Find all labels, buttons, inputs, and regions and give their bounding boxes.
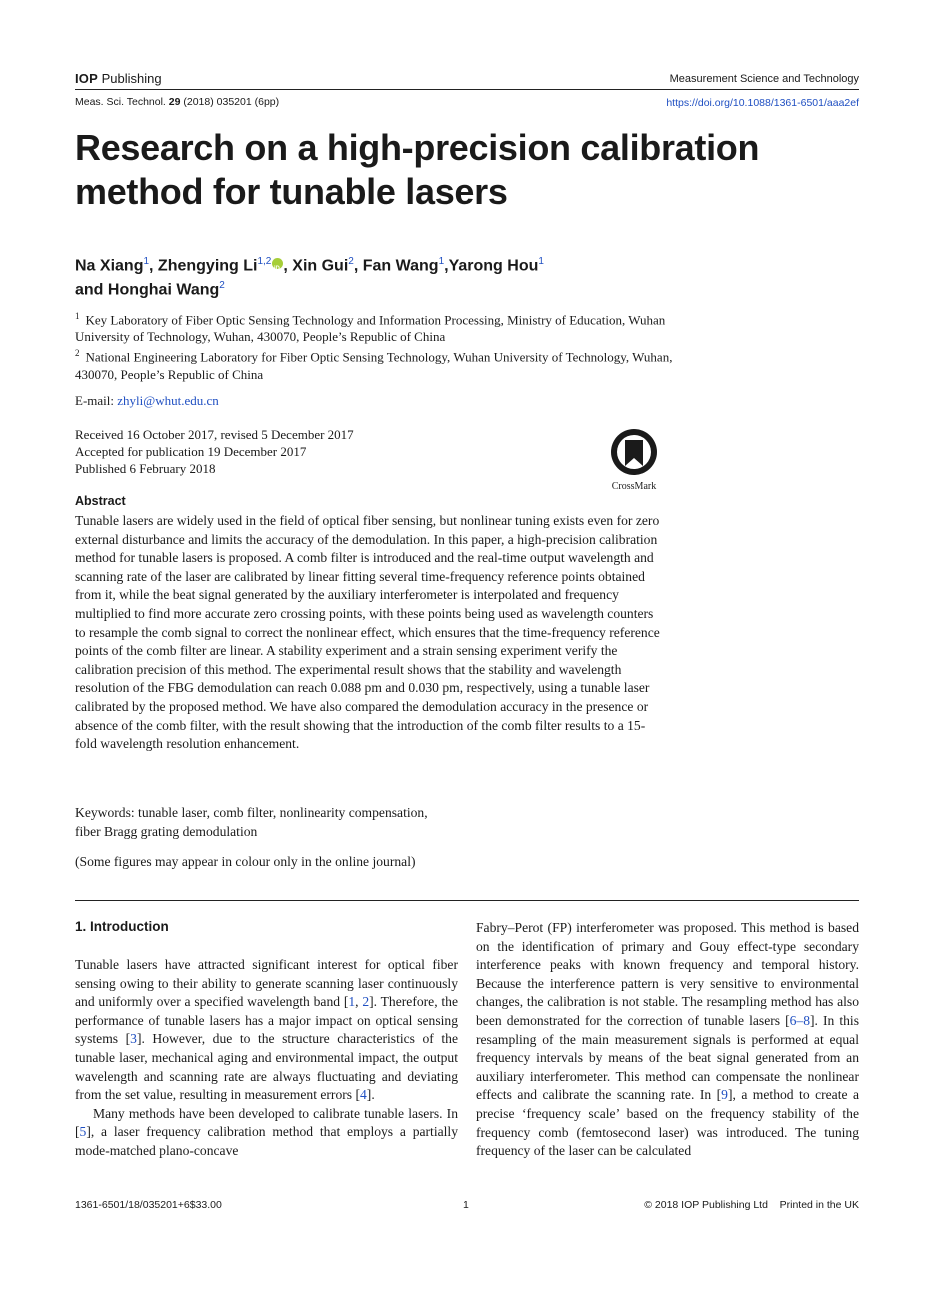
- author-separator: ,: [444, 257, 449, 275]
- text-run: ]. However, due to the structure characteristics of the tunable laser, mechanical aging and environmental impact, the output wavelength and scanning rate are always fluctuating and deviating from the set value, resulting in measurement errors [: [75, 1031, 458, 1103]
- author-separator: ,: [283, 257, 293, 275]
- section-rule: [75, 900, 859, 901]
- text-run: ], a method to create a precise ‘frequency scale’ based on the frequency stability of the frequency comb (femtosecond laser) was introduced. The tuning frequency of the laser can be calculated: [476, 1087, 859, 1159]
- author-name[interactable]: and Honghai Wang: [75, 281, 220, 299]
- author-name[interactable]: Zhengying Li: [157, 257, 258, 275]
- affiliation-item: [75, 345, 685, 382]
- intro-heading: 1. Introduction: [75, 919, 169, 934]
- keywords-line: fiber Bragg grating demodulation: [75, 823, 258, 839]
- author-affiliation-ref[interactable]: 2: [219, 280, 225, 292]
- accepted-date: Accepted for publication 19 December 2017: [75, 444, 307, 459]
- text-run: ]. Therefore, the performance of tunable lasers has a major impact on optical sensing systems [: [75, 994, 458, 1047]
- orcid-icon[interactable]: [272, 258, 283, 269]
- text-run: Many methods have been developed to calibrate tunable lasers. In [: [75, 1105, 458, 1140]
- citation-suffix: (2018) 035201 (6pp): [180, 96, 280, 108]
- author-affiliation-ref[interactable]: 1: [538, 256, 544, 267]
- citation-prefix: Meas. Sci. Technol.: [75, 96, 169, 108]
- citation-line: [75, 96, 279, 108]
- author-name[interactable]: Yarong Hou: [448, 257, 539, 275]
- keywords-line: Keywords: tunable laser, comb filter, nonlinearity compensation,: [75, 805, 428, 820]
- affiliation-text: Key Laboratory of Fiber Optic Sensing Technology and Information Processing, Ministry of Education, Wuhan University of Technology, Wuhan, 430070, People’s Republic of China: [75, 312, 666, 345]
- publisher-brand-rest: Publishing: [101, 71, 162, 86]
- publisher-brand-bold: IOP: [75, 71, 98, 86]
- author-affiliation-ref[interactable]: 1,2: [257, 256, 272, 267]
- author-name[interactable]: Na Xiang: [75, 257, 144, 275]
- affiliation-text: National Engineering Laboratory for Fiber Optic Sensing Technology, Wuhan University of Technology, Wuhan, 430070, People’s Republic of China: [75, 349, 673, 382]
- affiliation-item: [75, 308, 685, 345]
- author-list: [75, 252, 775, 301]
- affiliation-number: 2: [75, 348, 80, 359]
- reference-link[interactable]: 6–8: [789, 1012, 811, 1028]
- text-run: Fabry–Perot (FP) interferometer was proposed. This method is based on the identification of primary and Gouy effect-type secondary interference peaks with known frequency and temporal history. Because the interference pattern is very sensitive to environmental changes, the calibration is not stable. The resampling method has also been demonstrated for the correction of tunable lasers [: [476, 920, 859, 1028]
- reference-link[interactable]: 1: [348, 994, 356, 1010]
- email-line: [75, 393, 219, 409]
- paragraph: [476, 919, 859, 1161]
- paragraph: [75, 1105, 458, 1161]
- author-separator: ,: [149, 257, 158, 275]
- affiliations: [75, 308, 685, 383]
- author-affiliation-ref[interactable]: 2: [348, 256, 354, 267]
- reference-link[interactable]: 9: [721, 1087, 728, 1103]
- paragraph: [75, 956, 458, 1105]
- author-name[interactable]: Fan Wang: [362, 257, 439, 275]
- publication-dates: [75, 426, 354, 477]
- email-link[interactable]: zhyli@whut.edu.cn: [117, 393, 219, 408]
- author-affiliation-ref[interactable]: 1: [143, 256, 150, 267]
- reference-link[interactable]: 4: [360, 1087, 367, 1103]
- colour-note: (Some figures may appear in colour only in the online journal): [75, 854, 416, 869]
- body-column-left: [75, 956, 458, 1161]
- email-label: E-mail:: [75, 393, 118, 408]
- text-run: ,: [355, 994, 363, 1010]
- author-affiliation-ref[interactable]: 1: [438, 256, 445, 267]
- abstract-heading: Abstract: [75, 494, 126, 508]
- crossmark-badge[interactable]: [604, 428, 664, 492]
- reference-link[interactable]: 5: [79, 1124, 87, 1140]
- body-column-right: [476, 919, 859, 1161]
- footer-copyright: © 2018 IOP Publishing Ltd Printed in the UK: [644, 1199, 859, 1211]
- doi-link[interactable]: https://doi.org/10.1088/1361-6501/aaa2ef: [666, 97, 859, 109]
- text-run: ].: [366, 1087, 375, 1103]
- reference-link[interactable]: 2: [362, 994, 370, 1010]
- keywords: [75, 804, 575, 841]
- text-run: ], a laser frequency calibration method that employs a partially mode-matched plano-concave: [75, 1124, 458, 1158]
- abstract-text: Tunable lasers are widely used in the field of optical fiber sensing, but nonlinear tuning exists even for zero external disturbance and limits the accuracy of the demodulation. In this paper, a high-precision calibration method for tunable lasers is proposed. A comb filter is introduced and the real-time output wavelength and scanning rate of the laser are calibrated by linear fitting several time-frequency reference points obtained from it, while the beat signal generated by the auxiliary interferometer is interpolated and frequency multiplied to find more accurate zero crossing points, with these points being used as wavelength counters to resample the comb signal to correct the nonlinear effect, which ensures that the time-frequency reference points of the comb filter are linear. A stability experiment and a strain sensing experiment verify the calibration precision of this method. The experimental result shows that the stability and wavelength resolution of the FBG demodulation can reach 0.088 pm and 0.030 pm, respectively, using a tunable laser calibrated by the proposed method. We have also compared the demodulation accuracy in the presence or absence of the comb filter, with the result showing that the introduction of the comb filter results to a 15-fold wavelength resolution enhancement.: [75, 513, 660, 752]
- text-run: ]. In this resampling of the main measurement signals is performed at equal frequency intervals by means of the beat signal generated from an auxiliary interferometer. This method can compensate the nonlinear effects and calibrate the scanning rate. In [: [476, 1012, 859, 1103]
- footer-code: 1361-6501/18/035201+6$33.00: [75, 1199, 222, 1211]
- crossmark-label: CrossMark: [611, 481, 657, 492]
- received-date: Received 16 October 2017, revised 5 December 2017: [75, 427, 354, 442]
- affiliation-number: 1: [75, 311, 80, 321]
- text-run: Tunable lasers have attracted significant interest for optical fiber sensing owing to their ability to generate scanning laser continuously and uniformly over a specified wavelength band [: [75, 957, 458, 1010]
- author-separator: ,: [353, 257, 363, 275]
- page-number: 1: [463, 1199, 469, 1211]
- publisher-brand[interactable]: [75, 71, 162, 86]
- journal-name: Measurement Science and Technology: [669, 73, 859, 85]
- citation-volume: 29: [168, 96, 181, 108]
- header-rule: [75, 89, 859, 90]
- author-name[interactable]: Xin Gui: [292, 257, 349, 275]
- crossmark-icon: [610, 428, 658, 476]
- reference-link[interactable]: 3: [130, 1031, 137, 1047]
- paper-title: Research on a high-precision calibration method for tunable lasers: [75, 127, 760, 212]
- published-date: Published 6 February 2018: [75, 461, 216, 476]
